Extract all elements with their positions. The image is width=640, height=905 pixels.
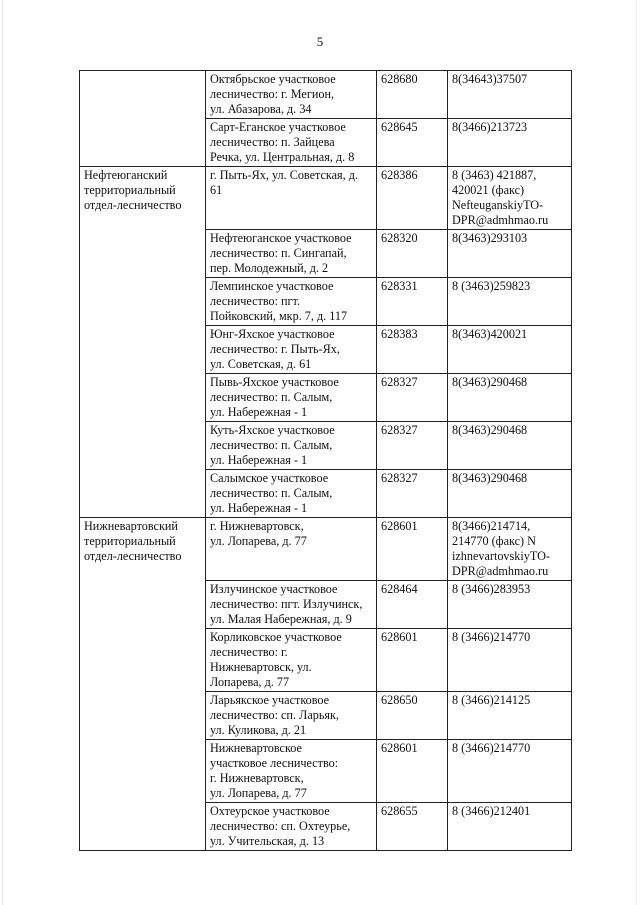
name-line: лесничество: сп. Ларьяк,	[210, 708, 339, 722]
name-line: Пывь-Яхское участковое	[210, 375, 339, 389]
cell-contacts	[448, 278, 572, 326]
name-line: 61	[210, 183, 223, 197]
scan-edge-right	[636, 0, 637, 905]
contact-line: 8(3463)290468	[452, 375, 528, 389]
name-line: лесничество: сп. Охтеурье,	[210, 819, 351, 833]
name-line: Лемпинское участковое	[210, 279, 334, 293]
cell-index: 628464	[377, 581, 448, 629]
name-line: Лопарева, д. 77	[210, 675, 290, 689]
name-line: г. Пыть-Ях, ул. Советская, д.	[210, 168, 358, 182]
contact-line: 8 (3466)214770	[452, 741, 531, 755]
contact-line: 8 (3466)214125	[452, 693, 531, 707]
contact-line: izhnevartovskiyTO-	[452, 549, 550, 563]
cell-index: 628383	[377, 326, 448, 374]
contact-line: 8(3463)290468	[452, 471, 528, 485]
cell-index: 628327	[377, 470, 448, 518]
cell-name	[206, 167, 377, 230]
cell-name	[206, 518, 377, 581]
name-line: лесничество: пгт. Излучинск,	[210, 597, 363, 611]
name-line: лесничество: г.	[210, 645, 288, 659]
name-line: Сарт-Еганское участковое	[210, 120, 346, 134]
cell-name	[206, 740, 377, 803]
name-line: Корликовское участковое	[210, 630, 342, 644]
cell-index: 628680	[377, 71, 448, 119]
name-line: Излучинское участковое	[210, 582, 338, 596]
contact-line: 8(3466)213723	[452, 120, 528, 134]
contact-line: NefteuganskiyTO-	[452, 198, 544, 212]
table-body	[80, 71, 572, 851]
cell-name	[206, 692, 377, 740]
cell-name	[206, 470, 377, 518]
cell-index: 628320	[377, 230, 448, 278]
cell-index: 628650	[377, 692, 448, 740]
cell-index: 628655	[377, 803, 448, 851]
cell-contacts	[448, 167, 572, 230]
forestry-table	[79, 70, 572, 851]
name-line: лесничество: п. Салым,	[210, 390, 333, 404]
name-line: ул. Абазарова, д. 34	[210, 102, 312, 116]
name-line: ул. Советская, д. 61	[210, 357, 312, 371]
name-line: ул. Набережная - 1	[210, 405, 308, 419]
cell-index: 628331	[377, 278, 448, 326]
name-line: Салымское участковое	[210, 471, 329, 485]
contact-line: 214770 (факс) N	[452, 534, 536, 548]
cell-name	[206, 71, 377, 119]
region-line: отдел-лесничество	[84, 198, 182, 212]
name-line: лесничество: п. Салым,	[210, 486, 333, 500]
scan-edge-left	[2, 0, 3, 905]
region-line: Нижневартовский	[84, 519, 178, 533]
contact-line: 8(3463)290468	[452, 423, 528, 437]
cell-region	[80, 167, 206, 518]
cell-contacts	[448, 422, 572, 470]
name-line: ул. Набережная - 1	[210, 453, 308, 467]
name-line: Нижневартовск, ул.	[210, 660, 312, 674]
name-line: Октябрьское участковое	[210, 72, 336, 86]
contact-line: 8(3463)420021	[452, 327, 528, 341]
name-line: ул. Учительская, д. 13	[210, 834, 325, 848]
contact-line: 8 (3463) 421887,	[452, 168, 537, 182]
name-line: Пойковский, мкр. 7, д. 117	[210, 309, 348, 323]
contact-line: 8 (3466)283953	[452, 582, 531, 596]
cell-name	[206, 581, 377, 629]
name-line: ул. Набережная - 1	[210, 501, 308, 515]
cell-contacts	[448, 326, 572, 374]
page-number: 5	[316, 34, 324, 49]
cell-index: 628645	[377, 119, 448, 167]
contact-line: 8(34643)37507	[452, 72, 528, 86]
cell-name	[206, 326, 377, 374]
name-line: Нефтеюганское участковое	[210, 231, 352, 245]
name-line: Охтеурское участковое	[210, 804, 330, 818]
cell-contacts	[448, 119, 572, 167]
region-line: отдел-лесничество	[84, 549, 182, 563]
name-line: г. Нижневартовск,	[210, 519, 304, 533]
table-row	[80, 71, 572, 119]
cell-name	[206, 374, 377, 422]
contact-line: 8 (3463)259823	[452, 279, 531, 293]
cell-contacts	[448, 803, 572, 851]
cell-index: 628601	[377, 518, 448, 581]
contact-line: DPR@admhmao.ru	[452, 213, 549, 227]
cell-name	[206, 803, 377, 851]
cell-index: 628601	[377, 740, 448, 803]
cell-index: 628327	[377, 422, 448, 470]
cell-index: 628386	[377, 167, 448, 230]
name-line: лесничество: г. Пыть-Ях,	[210, 342, 340, 356]
contact-line: 8 (3466)212401	[452, 804, 531, 818]
name-line: лесничество: г. Мегион,	[210, 87, 335, 101]
cell-region	[80, 71, 206, 167]
name-line: лесничество: п. Зайцева	[210, 135, 335, 149]
cell-contacts	[448, 518, 572, 581]
region-line: Нефтеюганский	[84, 168, 168, 182]
cell-index: 628601	[377, 629, 448, 692]
name-line: Нижневартовское	[210, 741, 302, 755]
name-line: лесничество: п. Сингапай,	[210, 246, 347, 260]
name-line: Речка, ул. Центральная, д. 8	[210, 150, 355, 164]
cell-contacts	[448, 230, 572, 278]
cell-contacts	[448, 71, 572, 119]
contact-line: DPR@admhmao.ru	[452, 564, 549, 578]
cell-contacts	[448, 581, 572, 629]
name-line: пер. Молодежный, д. 2	[210, 261, 329, 275]
contact-line: 8 (3466)214770	[452, 630, 531, 644]
cell-name	[206, 230, 377, 278]
cell-contacts	[448, 692, 572, 740]
name-line: лесничество: п. Салым,	[210, 438, 333, 452]
cell-index: 628327	[377, 374, 448, 422]
name-line: лесничество: пгт.	[210, 294, 301, 308]
contact-line: 8(3466)214714,	[452, 519, 531, 533]
cell-contacts	[448, 629, 572, 692]
name-line: Юнг-Яхское участковое	[210, 327, 335, 341]
name-line: ул. Куликова, д. 21	[210, 723, 307, 737]
cell-name	[206, 278, 377, 326]
cell-contacts	[448, 374, 572, 422]
name-line: г. Нижневартовск,	[210, 771, 304, 785]
name-line: Ларьякское участковое	[210, 693, 330, 707]
table-row	[80, 167, 572, 230]
cell-contacts	[448, 740, 572, 803]
cell-name	[206, 629, 377, 692]
contact-line: 8(3463)293103	[452, 231, 528, 245]
name-line: ул. Малая Набережная, д. 9	[210, 612, 352, 626]
cell-name	[206, 119, 377, 167]
name-line: участковое лесничество:	[210, 756, 339, 770]
cell-name	[206, 422, 377, 470]
table-row	[80, 518, 572, 581]
cell-contacts	[448, 470, 572, 518]
name-line: ул. Лопарева, д. 77	[210, 534, 307, 548]
contact-line: 420021 (факс)	[452, 183, 525, 197]
name-line: Куть-Яхское участковое	[210, 423, 335, 437]
cell-region	[80, 518, 206, 851]
region-line: территориальный	[84, 183, 176, 197]
name-line: ул. Лопарева, д. 77	[210, 786, 307, 800]
region-line: территориальный	[84, 534, 176, 548]
